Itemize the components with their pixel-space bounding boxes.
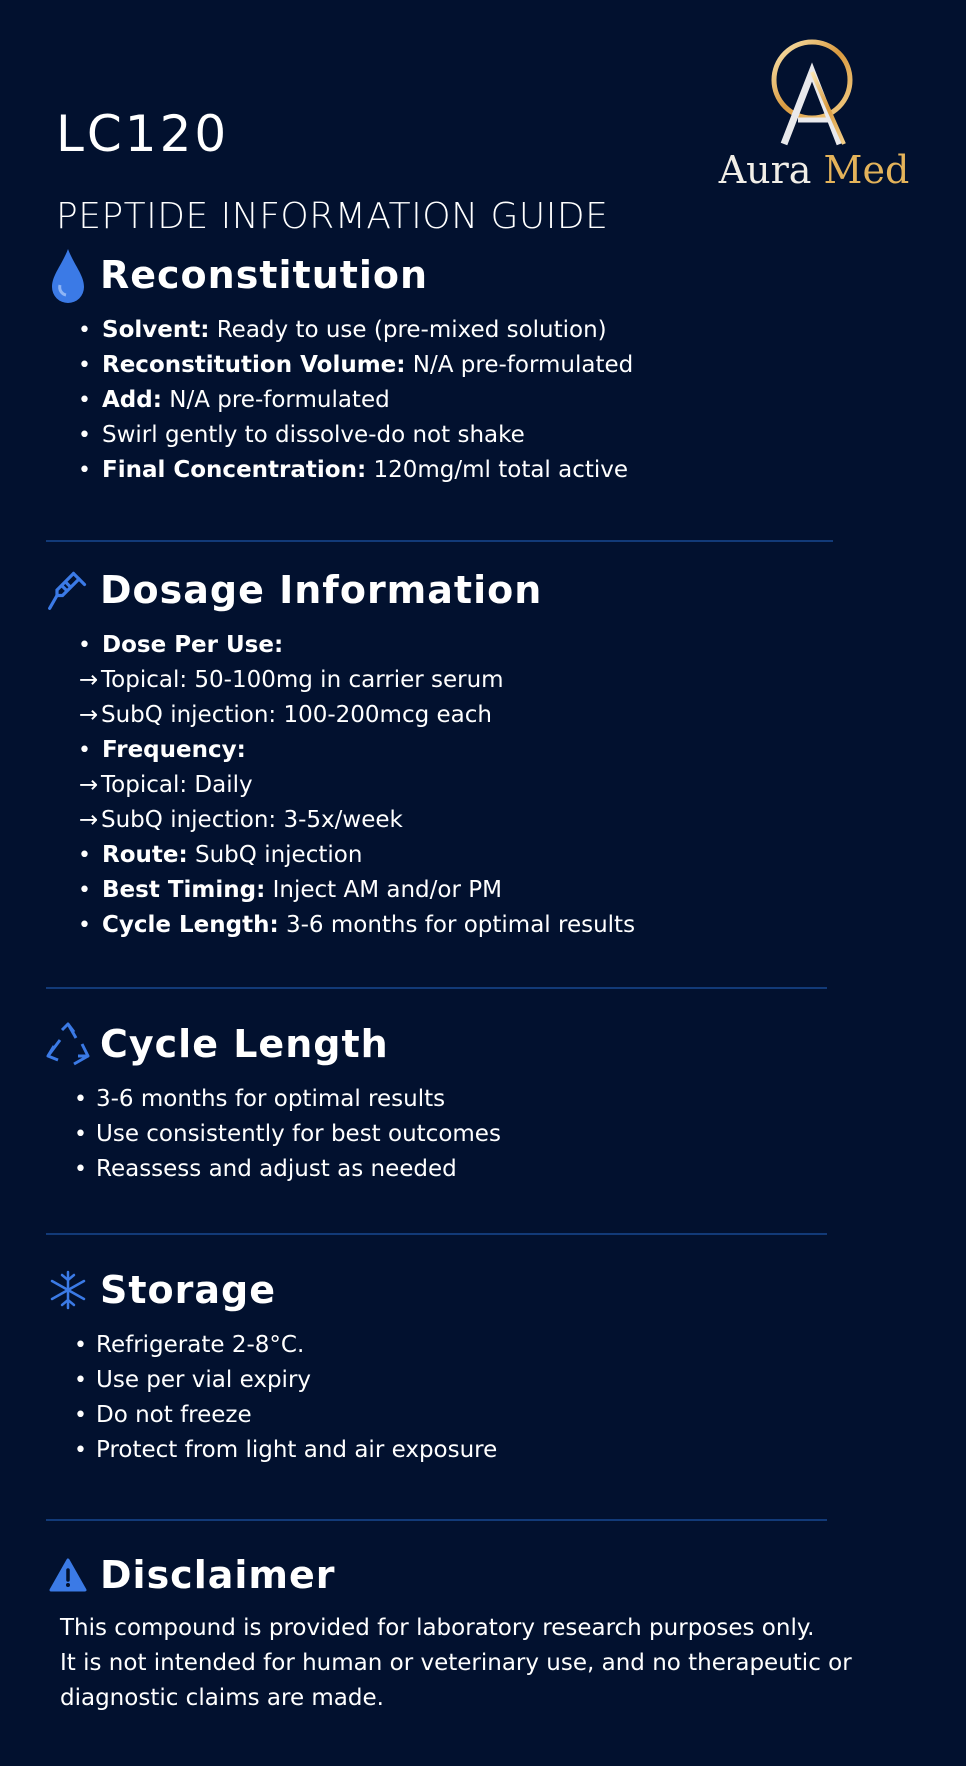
logo-wordmark	[712, 148, 916, 192]
disclaimer-line: This compound is provided for laboratory research purposes only.	[60, 1615, 815, 1641]
list-item	[46, 418, 886, 453]
list-sub-item	[46, 768, 886, 803]
item-label: Add:	[102, 387, 162, 413]
logo-aura-text: Aura	[718, 148, 812, 192]
dosage-section	[46, 562, 886, 943]
item-text: 3-6 months for optimal results	[278, 912, 636, 938]
item-text: Inject AM and/or PM	[265, 877, 502, 903]
recycle-icon	[46, 1022, 90, 1066]
disclaimer-section	[46, 1547, 886, 1716]
list-sub-item	[46, 698, 886, 733]
disclaimer-line: diagnostic claims are made.	[60, 1685, 384, 1711]
section-divider	[46, 540, 833, 542]
dosage-list	[46, 628, 886, 943]
item-text: Topical: 50-100mg in carrier serum	[101, 667, 504, 693]
dosage-title: Dosage Information	[100, 568, 543, 612]
list-item: • 3-6 months for optimal results	[46, 1082, 886, 1117]
section-divider	[46, 1519, 827, 1521]
list-item	[46, 383, 886, 418]
item-label: Best Timing:	[102, 877, 266, 903]
item-label: Final Concentration:	[102, 457, 367, 483]
item-text: Swirl gently to dissolve-do not shake	[102, 422, 525, 448]
item-text: SubQ injection: 3-5x/week	[101, 807, 403, 833]
list-item	[46, 733, 886, 768]
item-text: SubQ injection: 100-200mcg each	[101, 702, 492, 728]
storage-section	[46, 1262, 886, 1468]
list-item	[46, 873, 886, 908]
list-item: • Reassess and adjust as needed	[46, 1152, 886, 1187]
cycle-list	[46, 1082, 886, 1187]
item-label: Frequency:	[102, 737, 246, 763]
section-divider	[46, 1233, 827, 1235]
section-divider	[46, 987, 827, 989]
list-item	[46, 908, 886, 943]
disclaimer-line: It is not intended for human or veterinary use, and no therapeutic or	[60, 1650, 852, 1676]
item-text: SubQ injection	[187, 842, 363, 868]
list-item	[46, 628, 886, 663]
item-label: Reconstitution Volume:	[102, 352, 406, 378]
list-sub-item	[46, 663, 886, 698]
list-item: • Refrigerate 2-8°C.	[46, 1328, 886, 1363]
storage-header	[46, 1262, 886, 1318]
product-title: LC120	[56, 105, 230, 163]
item-label: Solvent:	[102, 317, 210, 343]
item-text: N/A pre-formulated	[405, 352, 634, 378]
reconstitution-title: Reconstitution	[100, 253, 429, 297]
cycle-header	[46, 1016, 886, 1072]
disclaimer-title: Disclaimer	[100, 1553, 336, 1597]
logo-med-text: Med	[823, 148, 910, 192]
list-item: • Protect from light and air exposure	[46, 1433, 886, 1468]
disclaimer-header	[46, 1547, 886, 1603]
item-text: Ready to use (pre-mixed solution)	[209, 317, 607, 343]
list-item: • Use per vial expiry	[46, 1363, 886, 1398]
list-item	[46, 348, 886, 383]
water-drop-icon	[46, 253, 90, 297]
list-item	[46, 453, 886, 488]
reconstitution-list	[46, 313, 886, 488]
disclaimer-text	[60, 1611, 880, 1716]
list-sub-item	[46, 803, 886, 838]
dosage-header	[46, 562, 886, 618]
aura-med-logo	[712, 36, 916, 196]
list-item	[46, 313, 886, 348]
item-text: 120mg/ml total active	[366, 457, 629, 483]
storage-title: Storage	[100, 1268, 276, 1312]
logo-emblem-icon	[712, 36, 916, 148]
cycle-section	[46, 1016, 886, 1187]
list-item: • Use consistently for best outcomes	[46, 1117, 886, 1152]
item-label: Route:	[102, 842, 188, 868]
list-item: • Do not freeze	[46, 1398, 886, 1433]
list-item	[46, 838, 886, 873]
snowflake-icon	[46, 1268, 90, 1312]
cycle-title: Cycle Length	[100, 1022, 389, 1066]
storage-list	[46, 1328, 886, 1468]
page-subtitle: PEPTIDE INFORMATION GUIDE	[56, 196, 609, 237]
item-label: Dose Per Use:	[102, 632, 284, 658]
item-label: Cycle Length:	[102, 912, 279, 938]
item-text: Topical: Daily	[101, 772, 253, 798]
reconstitution-section	[46, 247, 886, 488]
syringe-icon	[46, 568, 90, 612]
reconstitution-header	[46, 247, 886, 303]
item-text: N/A pre-formulated	[161, 387, 390, 413]
warning-icon	[46, 1553, 90, 1597]
